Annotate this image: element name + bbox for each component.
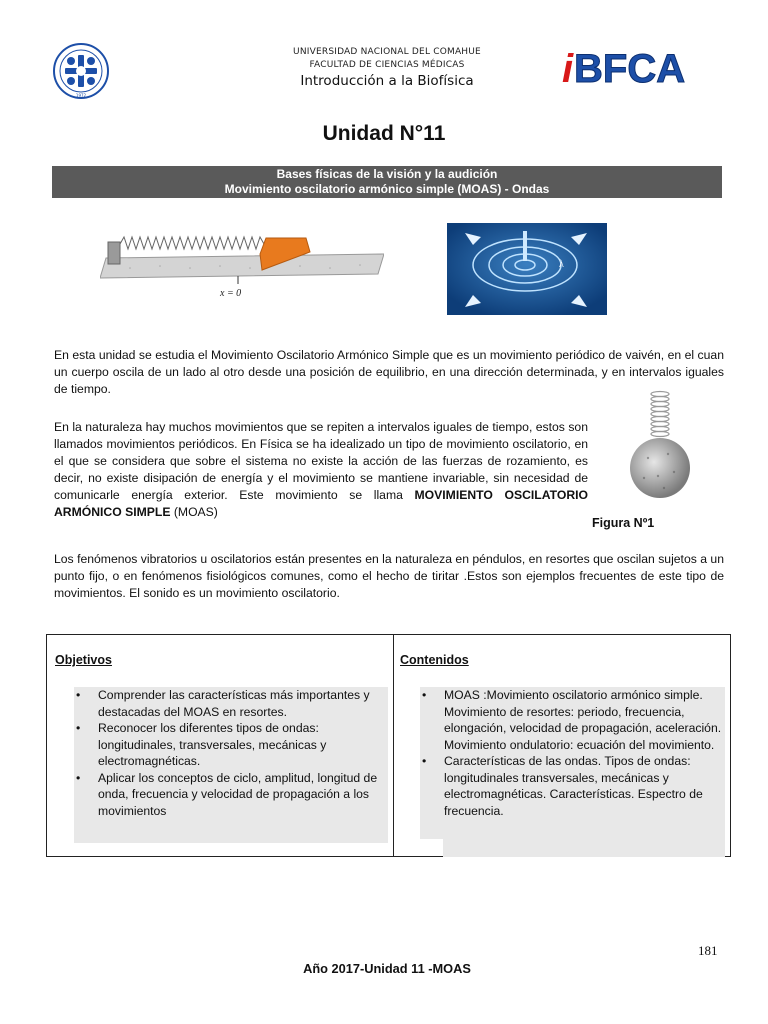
unit-title: Unidad N°11 [322,122,446,145]
list-item: • Características de las ondas. Tipos de ondas: longitudinales transversales, mecánicas y electromagnéticas. Características. Espectro de frecuencia. [420,753,725,819]
objectives-list [74,687,388,819]
svg-text:i: i [562,47,574,90]
hanging-spring-ball-figure [628,388,692,502]
spring-block-figure [100,224,384,302]
contents-list [420,687,725,819]
objectives-heading: Objetivos [55,653,112,667]
institution-header [240,46,534,90]
objectives-contents-table [46,634,731,857]
moas-abbrev: (MOAS) [170,505,218,519]
page-footer: Año 2017-Unidad 11 -MOAS [303,961,471,976]
intro-paragraph: En esta unidad se estudia el Movimiento Oscilatorio Armónico Simple que es un movimiento periódico de vaivén, en el cuan un cuerpo oscila de un lado al otro desde una posición de equilibrio, en una dirección determinada, y en intervalos iguales de tiempo. [54,348,724,396]
contents-shading-tail [443,839,725,857]
table-divider [393,635,394,856]
section-banner [52,166,722,198]
figure-caption: Figura Nº1 [592,516,655,530]
moas-definition-text: En la naturaleza hay muchos movimientos que se repiten a intervalos iguales de tiempo, estos son llamados movimientos periódicos. En Física se ha idealizado un tipo de movimiento oscilatorio, en el que se considera que sobre el sistema no existe la acción de las fuerzas de rozamiento, es decir, no existe disipación de energía y el movimiento se mantiene invariable, sin necesidad de comunicarle energía exterior. Este movimiento se llama [54,420,588,502]
list-item: • Comprender las características más importantes y destacadas del MOAS en resortes. [74,687,388,720]
list-item: • Reconocer los diferentes tipos de ondas: longitudinales, transversales, mecánicas y electromagnéticas. [74,720,388,770]
water-ripple-figure [447,223,607,315]
contents-heading: Contenidos [400,653,469,667]
page-number: 181 [698,943,718,958]
svg-text:BFCA: BFCA [574,47,686,90]
banner-line-1: Bases físicas de la visión y la audición [276,167,498,181]
list-item: • MOAS :Movimiento oscilatorio armónico simple. Movimiento de resortes: periodo, frecuencia, elongación, velocidad de propagación, aceleración. Movimiento ondulatorio: ecuación del movimiento. [420,687,725,753]
moas-term: MOVIMIENTO OSCILATORIO ARMÓNICO SIMPLE [54,488,588,519]
wavelength-label: λ [559,259,564,270]
banner-line-2: Movimiento oscilatorio armónico simple (MOAS) - Ondas [224,182,550,196]
moas-definition-paragraph [54,419,588,521]
course-name: Introducción a la Biofísica [300,73,474,89]
list-item: • Aplicar los conceptos de ciclo, amplitud, longitud de onda, frecuencia y velocidad de propagación a los movimientos [74,770,388,820]
faculty-name: FACULTAD DE CIENCIAS MÉDICAS [309,60,465,70]
university-seal-logo [52,42,110,100]
phenomena-paragraph: Los fenómenos vibratorios u oscilatorios están presentes en la naturaleza en péndulos, en resortes que oscilan sujetos a un punto fijo, o en fenómenos fisiológicos comunes, como el hecho de tiritar .Estos son ejemplos frecuentes de este tipo de movimientos. El sonido es un movimiento oscilatorio. [54,552,724,600]
ibfca-logo [560,44,700,90]
spring-origin-label: x = 0 [220,288,242,299]
university-name: UNIVERSIDAD NACIONAL DEL COMAHUE [293,47,481,57]
svg-text:1972: 1972 [75,93,87,98]
